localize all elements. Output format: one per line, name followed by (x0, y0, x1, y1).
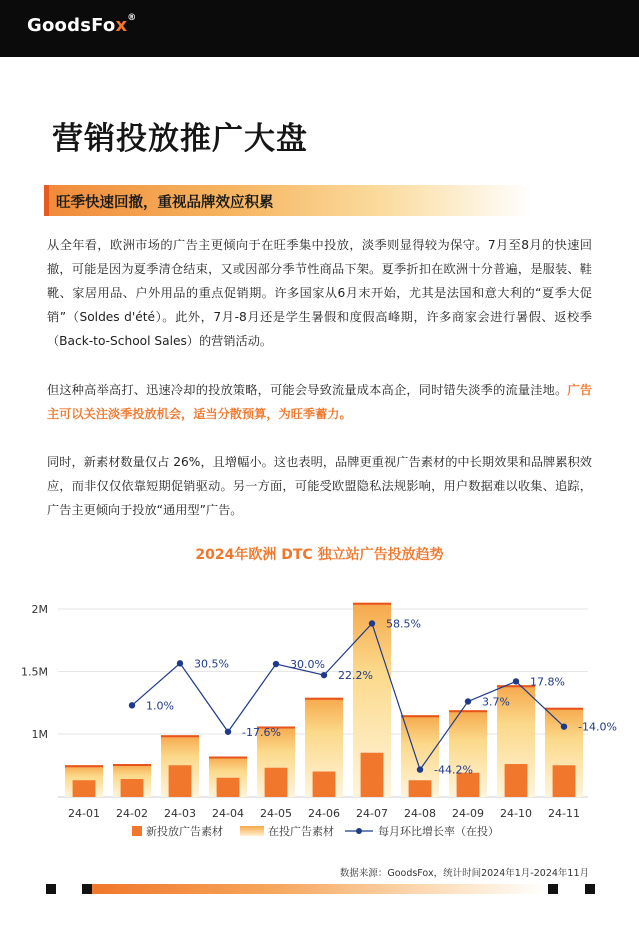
page-title: 营销投放推广大盘 (52, 121, 308, 157)
paragraph-2-text: 但这种高举高打、迅速冷却的投放策略，可能会导致流量成本高企，同时错失淡季的流量洼地。 (47, 383, 568, 397)
growth-point (177, 660, 183, 666)
x-tick-label: 24-11 (548, 807, 580, 820)
source-note: 数据来源：GoodsFox，统计时间2024年1月-2024年11月 (339, 868, 589, 879)
x-tick-label: 24-07 (356, 807, 388, 820)
section-title: 旺季快速回撤，重视品牌效应积累 (56, 195, 274, 211)
bar-new (409, 780, 432, 797)
chart-legend (132, 824, 499, 838)
x-tick-label: 24-05 (260, 807, 292, 820)
growth-point (513, 678, 519, 684)
legend-swatch-in-use (240, 826, 264, 836)
bar-new (169, 765, 192, 797)
footer-square-right-2 (585, 884, 595, 894)
y-tick-label: 2M (31, 603, 48, 616)
bar-in-use-cap (353, 603, 391, 605)
growth-point (465, 698, 471, 704)
trend-chart (0, 585, 639, 860)
legend-line-dot (356, 828, 362, 834)
growth-point (561, 723, 567, 729)
paragraph-3: 同时，新素材数量仅占 26%，且增幅小。这也表明，品牌更重视广告素材的中长期效果和品牌累积效应，而非仅仅依靠短期促销驱动。另一方面，可能受欧盟隐私法规影响，用户数据难以收集、追踪，广告主更倾向于投放“通用型”广告。 (47, 455, 592, 517)
bar-in-use-cap (449, 710, 487, 712)
paragraph-1: 从全年看，欧洲市场的广告主更倾向于在旺季集中投放，淡季则显得较为保守。7月至8月的快速回撤，可能是因为夏季清仓结束，又或因部分季节性商品下架。夏季折扣在欧洲十分普遍，是服装、鞋靴、家居用品、户外用品的重点促销期。许多国家从6月末开始，尤其是法国和意大利的“夏季大促销”（Soldes d'été）。此外，7月-8月还是学生暑假和度假高峰期，许多商家会进行暑假、返校季（Back-to-School Sales）的营销活动。 (47, 238, 592, 348)
growth-label: 17.8% (530, 675, 565, 689)
growth-label: 22.2% (338, 669, 373, 683)
x-tick-label: 24-02 (116, 807, 148, 820)
section-banner (44, 185, 532, 216)
growth-point (321, 672, 327, 678)
growth-label: -17.6% (242, 725, 281, 739)
bar-new (505, 764, 528, 797)
top-bar (0, 0, 639, 57)
bar-new (361, 753, 384, 797)
growth-point (273, 661, 279, 667)
growth-label: 30.0% (290, 658, 325, 672)
growth-point (369, 620, 375, 626)
bar-new (217, 778, 240, 797)
growth-label: -44.2% (434, 763, 473, 777)
bar-in-use-cap (113, 764, 151, 766)
bar-in-use-cap (65, 765, 103, 767)
footer-square-left-2 (82, 884, 92, 894)
bar-new (553, 765, 576, 797)
footer-gradient-bar (92, 884, 547, 894)
chart-title: 2024年欧洲 DTC 独立站广告投放趋势 (195, 547, 444, 563)
y-axis (21, 603, 48, 741)
footer-square-right (548, 884, 558, 894)
growth-point (129, 702, 135, 708)
y-tick-label: 1.5M (21, 665, 48, 679)
legend-label-in-use: 在投广告素材 (268, 825, 334, 838)
legend-label-growth: 每月环比增长率（在投） (378, 825, 499, 838)
x-tick-label: 24-10 (500, 807, 532, 820)
section-banner-accent (44, 185, 49, 216)
x-tick-label: 24-09 (452, 807, 484, 820)
growth-label: 58.5% (386, 617, 421, 631)
bar-new (121, 779, 144, 797)
logo-mark: ® (127, 13, 137, 23)
bar-in-use-cap (161, 735, 199, 737)
bar-new (313, 772, 336, 798)
paragraph-2 (47, 378, 592, 426)
bar-in-use-cap (401, 715, 439, 717)
x-tick-label: 24-08 (404, 807, 436, 820)
growth-label: 1.0% (146, 699, 174, 713)
bar-in-use-cap (305, 698, 343, 700)
growth-label: 3.7% (482, 695, 510, 709)
growth-label: 30.5% (194, 657, 229, 671)
growth-point (417, 766, 423, 772)
paragraph-2-highlight: 广告主可以关注淡季投放机会，适当分散预算，为旺季蓄力。 (47, 383, 593, 421)
x-tick-label: 24-06 (308, 807, 340, 820)
goodsfox-logo[interactable]: GoodsFox® (27, 13, 137, 36)
legend-label-new: 新投放广告素材 (146, 825, 223, 838)
y-tick-label: 1M (31, 728, 48, 741)
legend-swatch-new (132, 826, 142, 836)
x-tick-label: 24-04 (212, 807, 244, 820)
bar-new (73, 780, 96, 797)
x-tick-label: 24-01 (68, 807, 100, 820)
x-tick-label: 24-03 (164, 807, 196, 820)
bar-new (265, 768, 288, 797)
growth-point (225, 729, 231, 735)
footer-square-left (46, 884, 56, 894)
growth-label: -14.0% (578, 720, 617, 734)
x-axis (68, 807, 580, 820)
bar-in-use-cap (545, 708, 583, 710)
bar-in-use-cap (209, 757, 247, 759)
